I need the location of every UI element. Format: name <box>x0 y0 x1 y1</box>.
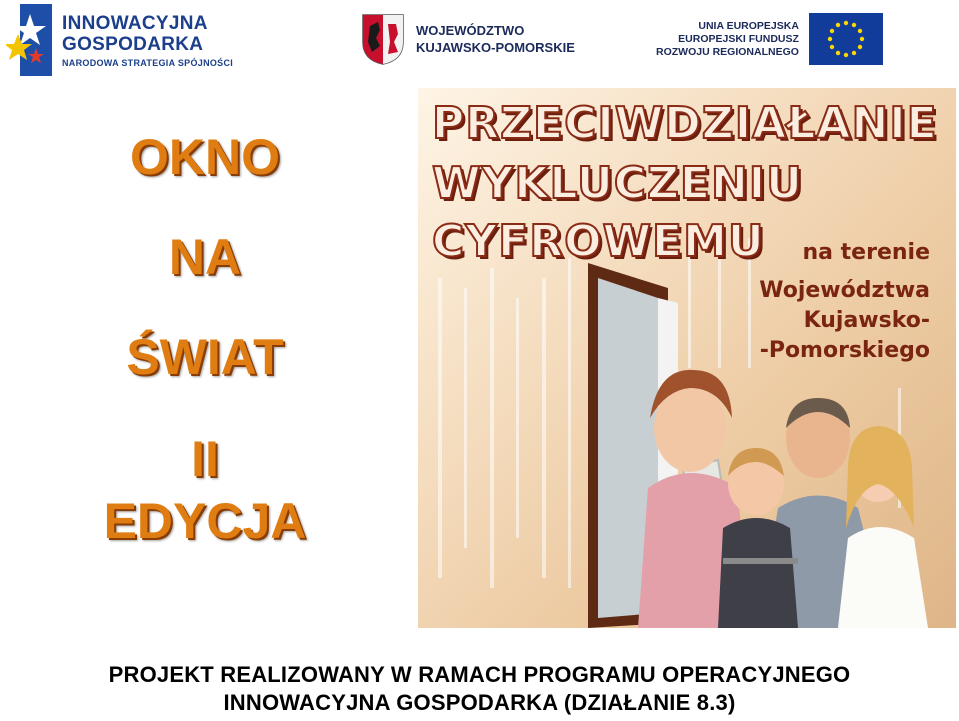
ig-logo-line1: INNOWACYJNA <box>62 12 208 34</box>
ig-star-mark-icon <box>6 4 54 76</box>
poster-heading-line2: WYKLUCZENIU <box>432 158 803 209</box>
eu-logo-line2: EUROPEJSKI FUNDUSZ <box>678 32 799 45</box>
title-line-ii: II <box>191 431 219 487</box>
footer-line2: INNOWACYJNA GOSPODARKA (DZIAŁANIE 8.3) <box>223 690 736 715</box>
poster-sub-line2: Województwa <box>759 278 930 303</box>
poster-sub-line1: na terenie <box>802 240 930 265</box>
ig-logo-line2: GOSPODARKA <box>62 33 204 55</box>
eu-flag-icon <box>809 13 883 65</box>
eu-logo-line1: UNIA EUROPEJSKA <box>698 19 799 32</box>
title-line-swiat: ŚWIAT <box>126 329 284 385</box>
eu-logo <box>656 12 883 66</box>
innowacyjna-gospodarka-logo <box>6 4 233 76</box>
campaign-poster <box>418 88 956 628</box>
title-line-na: NA <box>168 229 242 285</box>
poster-heading-line3: CYFROWEMU <box>432 216 765 267</box>
poster-sub-line3: Kujawsko- <box>803 308 930 333</box>
griffin-crest-icon <box>360 12 406 66</box>
title-line-okno: OKNO <box>130 129 280 185</box>
woj-logo-line1: WOJEWÓDZTWO <box>416 23 525 38</box>
wojewodztwo-logo <box>360 12 575 66</box>
ig-logo-line3: NARODOWA STRATEGIA SPÓJNOŚCI <box>62 57 234 68</box>
title-line-edycja: EDYCJA <box>103 493 307 549</box>
eu-logo-line3: ROZWOJU REGIONALNEGO <box>656 45 799 58</box>
poster-heading-line1: PRZECIWDZIAŁANIE <box>432 98 938 149</box>
footer-line1: PROJEKT REALIZOWANY W RAMACH PROGRAMU OPERACYJNEGO <box>108 662 851 687</box>
woj-logo-line2: KUJAWSKO-POMORSKIE <box>416 40 575 55</box>
poster-sub-line4: -Pomorskiego <box>759 338 930 363</box>
